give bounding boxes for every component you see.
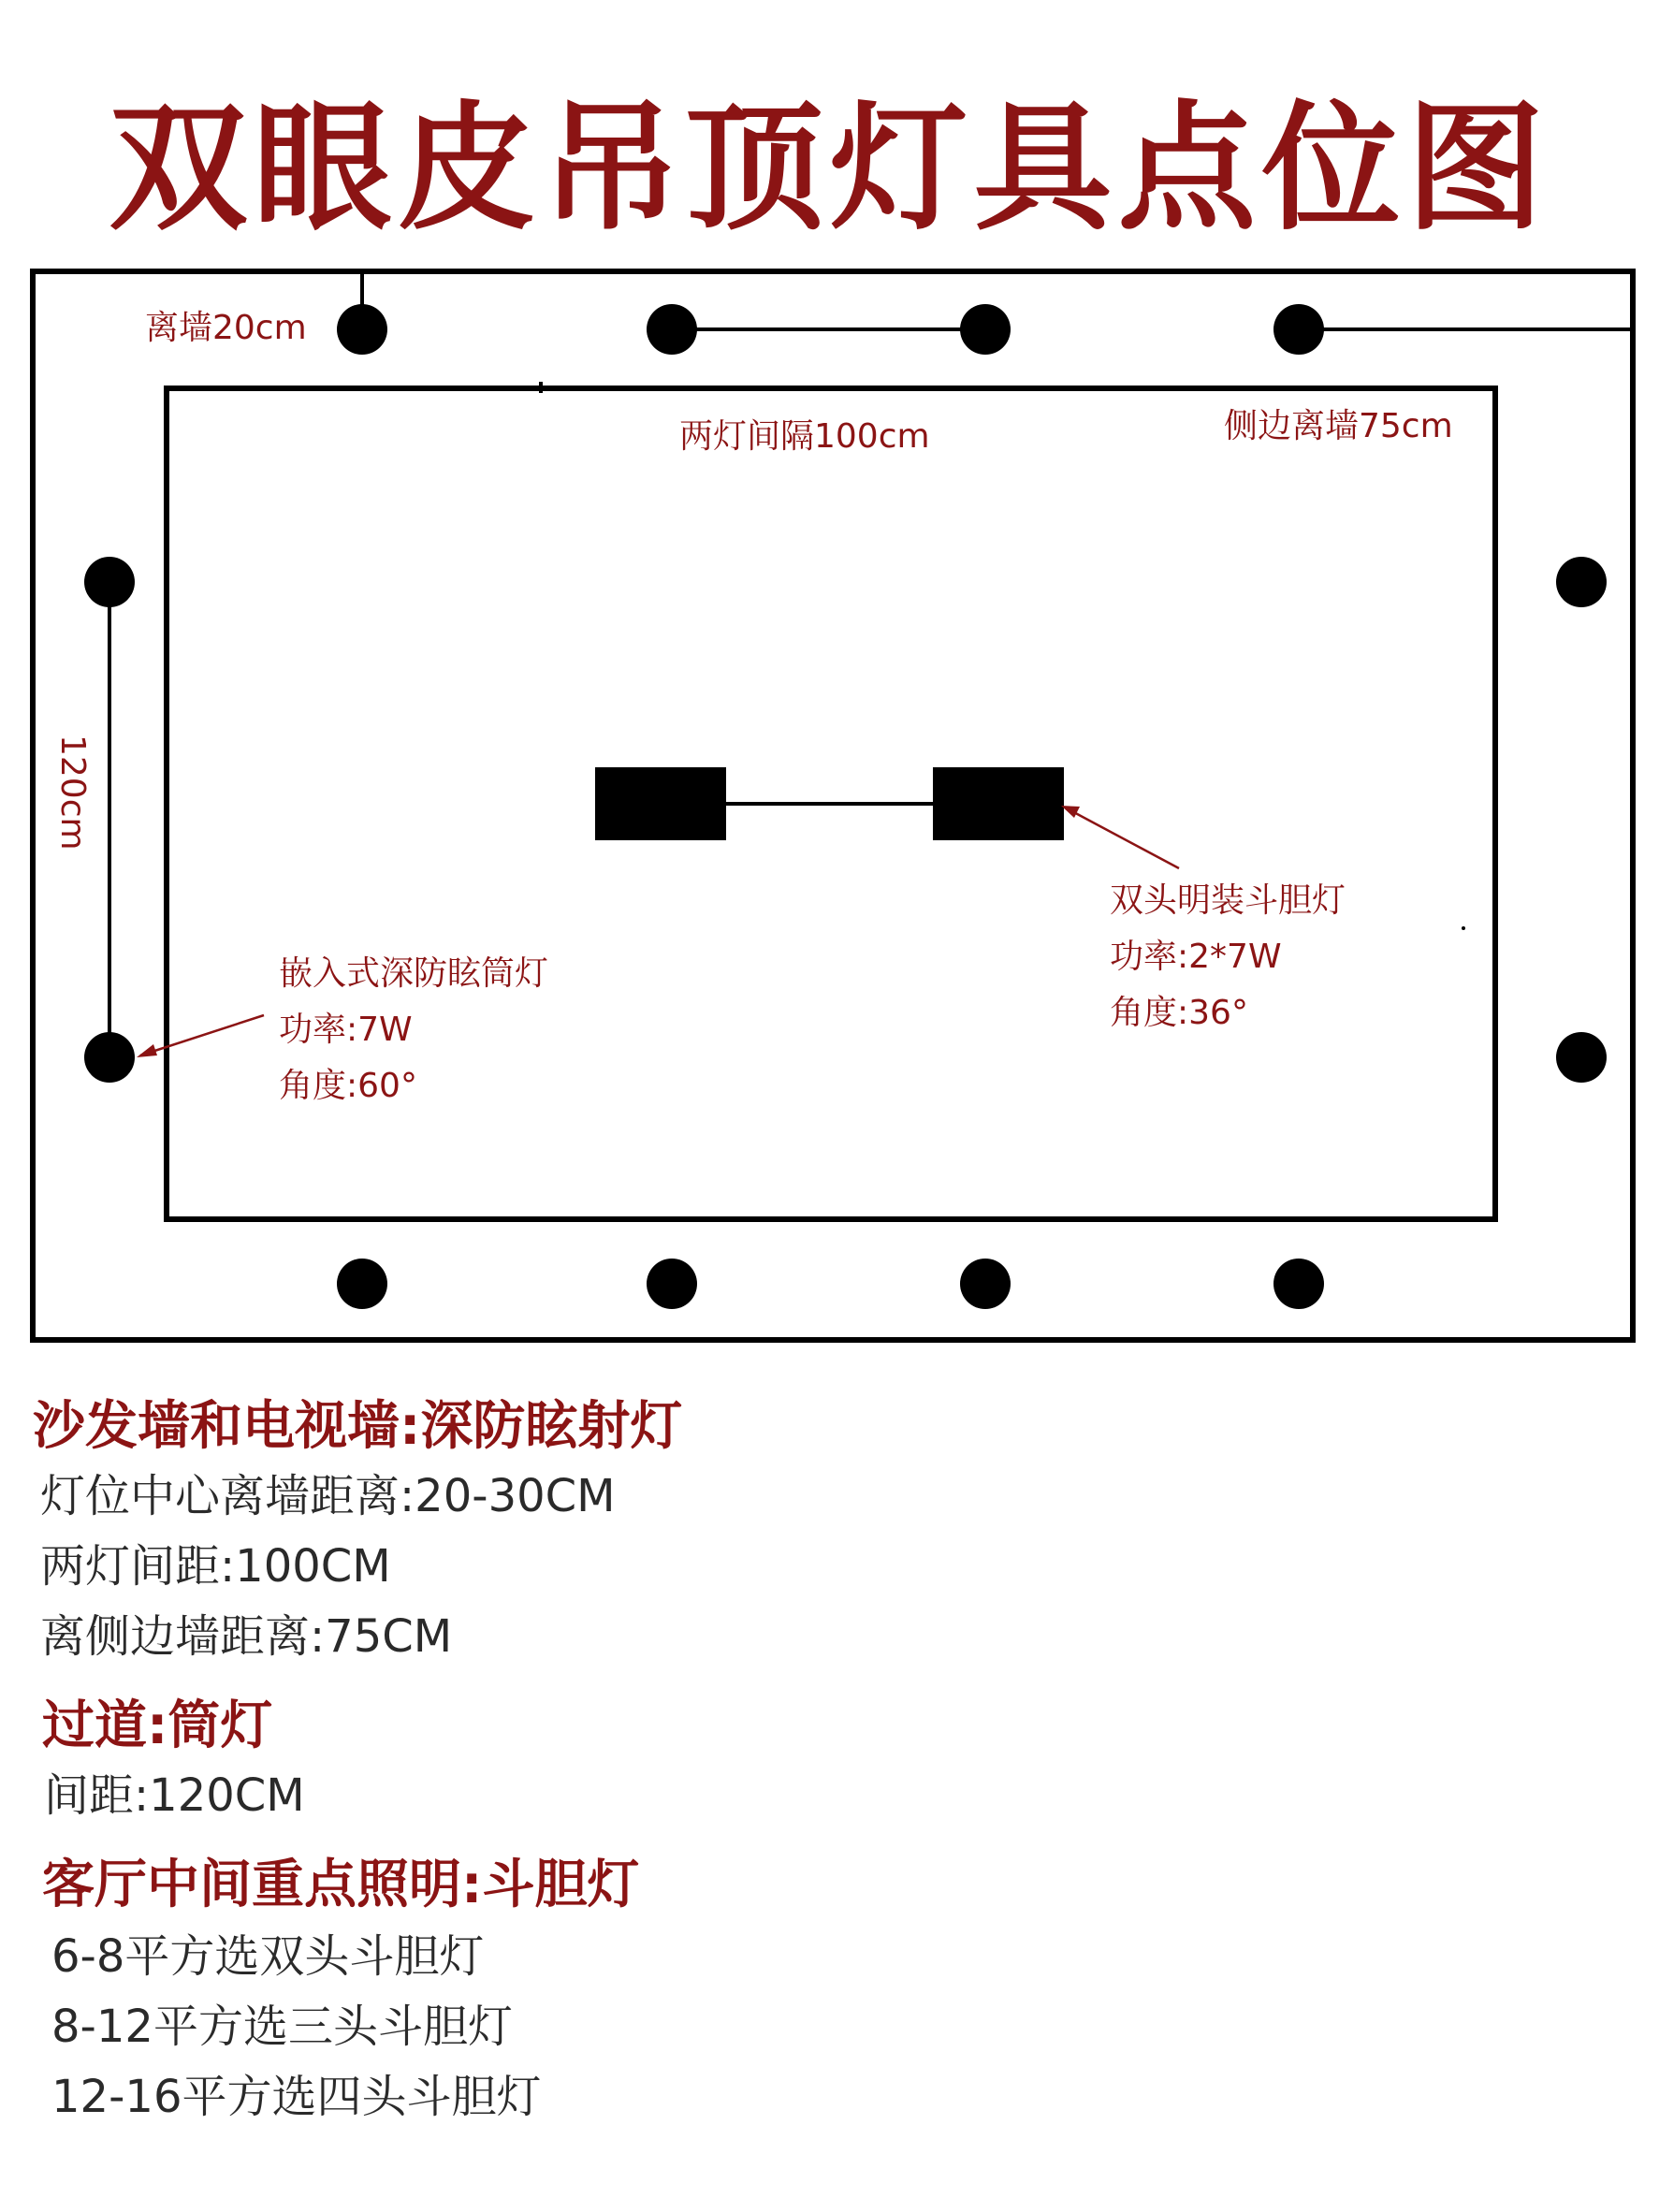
note-line: 间距:120CM xyxy=(44,1769,305,1822)
section-title-corridor: 过道:筒灯 xyxy=(42,1695,273,1756)
downlight-dot xyxy=(960,1259,1011,1309)
section-title-living-room: 客厅中间重点照明:斗胆灯 xyxy=(42,1855,640,1915)
downlight-dot xyxy=(1273,304,1324,355)
note-line: 离侧边墙距离:75CM xyxy=(40,1610,453,1663)
downlight-power: 功率:7W xyxy=(279,1011,413,1049)
downlight-dot xyxy=(337,304,387,355)
downlight-dot xyxy=(1556,1032,1607,1083)
note-line: 灯位中心离墙距离:20-30CM xyxy=(40,1470,616,1522)
vertical-spacing-label: 120cm xyxy=(53,735,92,851)
downlight-dot xyxy=(84,557,135,607)
downlight-dot xyxy=(647,304,697,355)
downlight-dot xyxy=(647,1259,697,1309)
downlight-pointer-head xyxy=(137,1044,157,1057)
downlight-dot xyxy=(960,304,1011,355)
section-title-sofa-tv-wall: 沙发墙和电视墙:深防眩射灯 xyxy=(33,1396,683,1457)
note-line: 两灯间距:100CM xyxy=(40,1540,391,1593)
note-line: 6-8平方选双头斗胆灯 xyxy=(51,1930,485,1983)
downlight-dot xyxy=(84,1032,135,1083)
spotlight-head xyxy=(933,767,1064,840)
wall-distance-label: 离墙20cm xyxy=(145,309,307,347)
downlight-pointer xyxy=(140,1015,264,1055)
spotlight-head xyxy=(595,767,726,840)
downlight-name: 嵌入式深防眩筒灯 xyxy=(279,954,549,993)
downlight-dot xyxy=(1556,557,1607,607)
downlight-angle: 角度:60° xyxy=(279,1067,417,1105)
downlight-dot xyxy=(337,1259,387,1309)
spotlight-power: 功率:2*7W xyxy=(1110,938,1282,976)
side-distance-label: 侧边离墙75cm xyxy=(1224,407,1453,445)
spotlight-angle: 角度:36° xyxy=(1110,994,1248,1032)
note-line: 12-16平方选四头斗胆灯 xyxy=(51,2071,542,2123)
spotlight-pointer xyxy=(1067,808,1179,868)
note-line: 8-12平方选三头斗胆灯 xyxy=(51,2001,513,2053)
spotlight-name: 双头明装斗胆灯 xyxy=(1110,881,1346,920)
spacing-label: 两灯间隔100cm xyxy=(679,417,930,456)
stray-dot xyxy=(1462,926,1465,930)
downlight-dot xyxy=(1273,1259,1324,1309)
page-title: 双眼皮吊顶灯具点位图 xyxy=(109,88,1550,249)
